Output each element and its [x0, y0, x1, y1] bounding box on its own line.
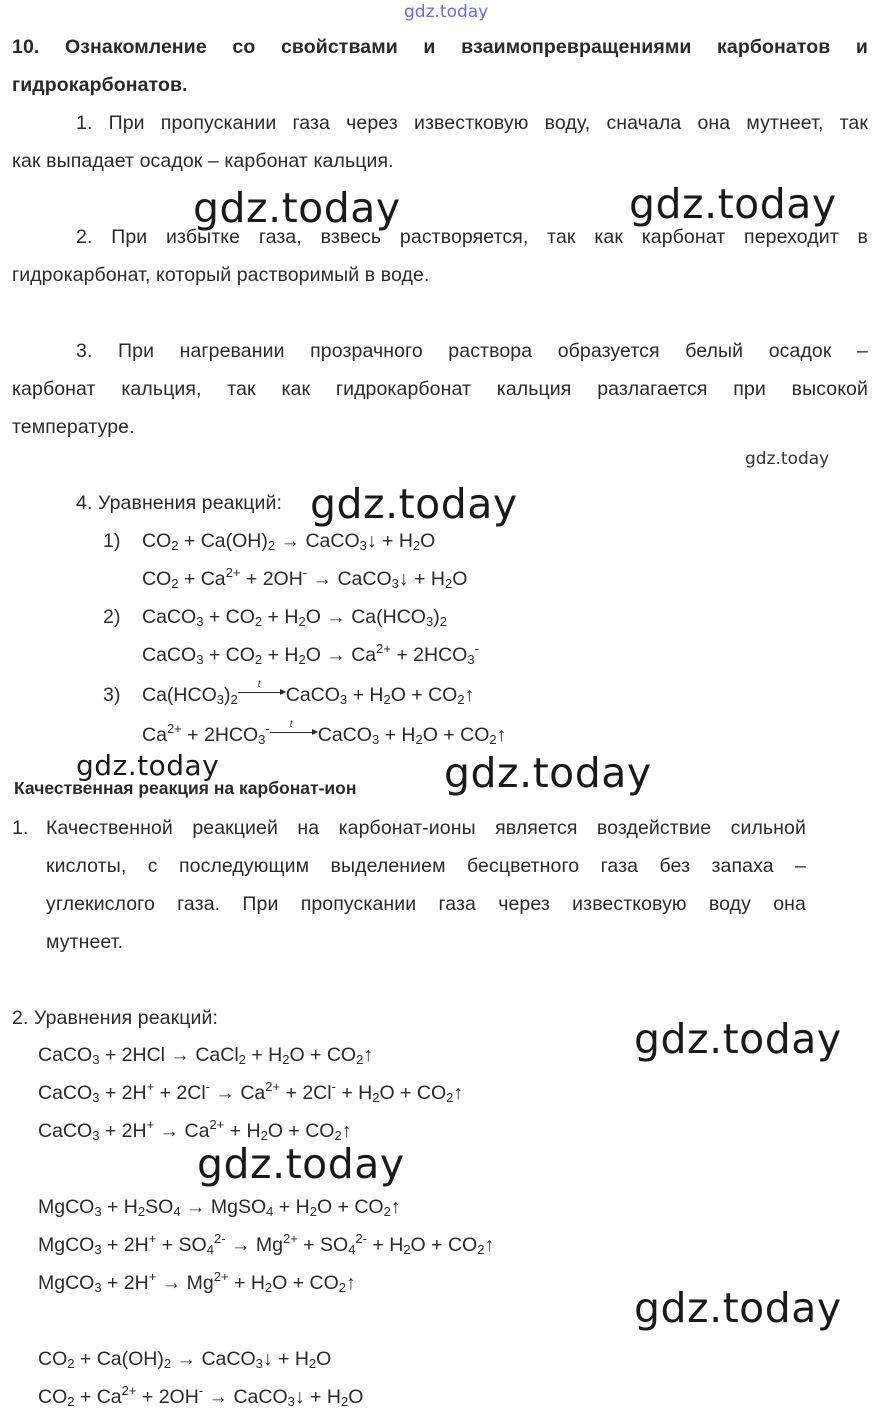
equation-mgco3-full-ionic: MgCO$_3$ + $2H^+ + SO_4^{2-} \to Mg^{2+} + SO_4^{2-} + H_2O$ + $CO_2↑$: [38, 1231, 495, 1257]
equation-mgco3-h2so4: MgCO$_3$ + $H_2SO_4$ → MgSO$_4$ + $H_2O$ + $CO_2↑$: [38, 1196, 401, 1219]
reaction-number: 2): [103, 606, 121, 628]
paragraph-1: 1. При пропускании газа через известковую воду, сначала она мутнеет, так: [76, 112, 868, 134]
equation-1-ionic: $CO_2 + Ca^{2+} + 2OH^-$ → CaCO$_3$↓ + $H_2O$: [142, 565, 468, 591]
watermark: gdz.today: [76, 749, 220, 782]
paragraph-3-cont: температуре.: [12, 416, 135, 438]
qualitative-reaction-text: кислоты, с последующим выделением бесцветного газа без запаха –: [46, 855, 806, 877]
reaction-number: 1): [103, 530, 121, 552]
equation-co2-limewater: $CO_2 + Ca(OH)_2$ → CaCO$_3$↓ + $H_2O$: [38, 1348, 332, 1371]
watermark: gdz.today: [197, 1140, 405, 1188]
list-number: 1.: [12, 817, 29, 839]
paragraph-3: 3. При нагревании прозрачного раствора образуется белый осадок –: [76, 340, 868, 362]
paragraph-2: 2. При избытке газа, взвесь растворяется, так как карбонат переходит в: [76, 226, 868, 248]
heat-arrow-icon: t: [270, 724, 318, 738]
equation-3-ionic: $Ca^{2+} + 2HCO_3^-$ t CaCO$_3$ + $H_2O$ + $CO_2↑$: [142, 719, 507, 747]
watermark: gdz.today: [193, 184, 401, 232]
watermark: gdz.today: [310, 480, 518, 528]
heat-arrow-icon: t: [238, 684, 286, 698]
page-title-cont: гидрокарбонатов.: [12, 74, 188, 96]
equation-3-molecular: $Ca(HCO_3)_2$ t CaCO$_3$ + $H_2O$ + $CO_2↑$: [142, 679, 475, 707]
reaction-number: 3): [103, 684, 121, 706]
equation-caco3-full-ionic: CaCO$_3$ + $2H^+ + 2Cl^- \to Ca^{2+} + 2Cl^- + H_2O$ + $CO_2↑$: [38, 1079, 464, 1105]
equation-co2-limewater-ionic: $CO_2 + Ca^{2+} + 2OH^-$ → CaCO$_3$↓ + $H_2O$: [38, 1383, 364, 1409]
equation-1-molecular: $CO_2 + Ca(OH)_2$ → CaCO$_3$↓ + $H_2O$: [142, 530, 436, 553]
watermark: gdz.today: [444, 749, 652, 797]
qualitative-reaction-text: мутнеет.: [46, 931, 124, 953]
watermark: gdz.today: [629, 180, 837, 228]
section-title: Качественная реакция на карбонат-ион: [14, 778, 357, 798]
page-title: 10. Ознакомление со свойствами и взаимопревращениями карбонатов и: [12, 36, 868, 58]
equation-caco3-hcl: CaCO$_3$ + 2HCl → CaCl$_2$ + $H_2O$ + $CO_2↑$: [38, 1044, 374, 1067]
qualitative-reaction-text: Качественной реакцией на карбонат-ионы является воздействие сильной: [46, 817, 806, 839]
equation-mgco3-short-ionic: MgCO$_3$ + $2H^+ \to Mg^{2+} + H_2O$ + $CO_2↑$: [38, 1269, 356, 1295]
qualitative-reaction-text: углекислого газа. При пропускании газа через известковую воду она: [46, 893, 806, 915]
equation-2-ionic: CaCO$_3$ + $CO_2 + H_2O \to Ca^{2+} + 2HCO_3^-$: [142, 641, 479, 667]
watermark-small: gdz.today: [745, 449, 830, 469]
equation-2-molecular: CaCO$_3$ + $CO_2 + H_2O \to Ca(HCO_3)_2$: [142, 606, 447, 629]
paragraph-3-cont: карбонат кальция, так как гидрокарбонат кальция разлагается при высокой: [12, 378, 868, 400]
equation-caco3-short-ionic: CaCO$_3$ + $2H^+ \to Ca^{2+} + H_2O$ + $CO_2↑$: [38, 1117, 352, 1143]
equations-heading: 4. Уравнения реакций:: [76, 492, 283, 514]
watermark: gdz.today: [634, 1284, 842, 1332]
equations-heading-2: 2. Уравнения реакций:: [12, 1007, 219, 1029]
watermark: gdz.today: [634, 1015, 842, 1063]
paragraph-1-cont: как выпадает осадок – карбонат кальция.: [12, 150, 394, 172]
watermark-top: gdz.today: [404, 2, 489, 22]
paragraph-2-cont: гидрокарбонат, который растворимый в воде.: [12, 264, 430, 286]
